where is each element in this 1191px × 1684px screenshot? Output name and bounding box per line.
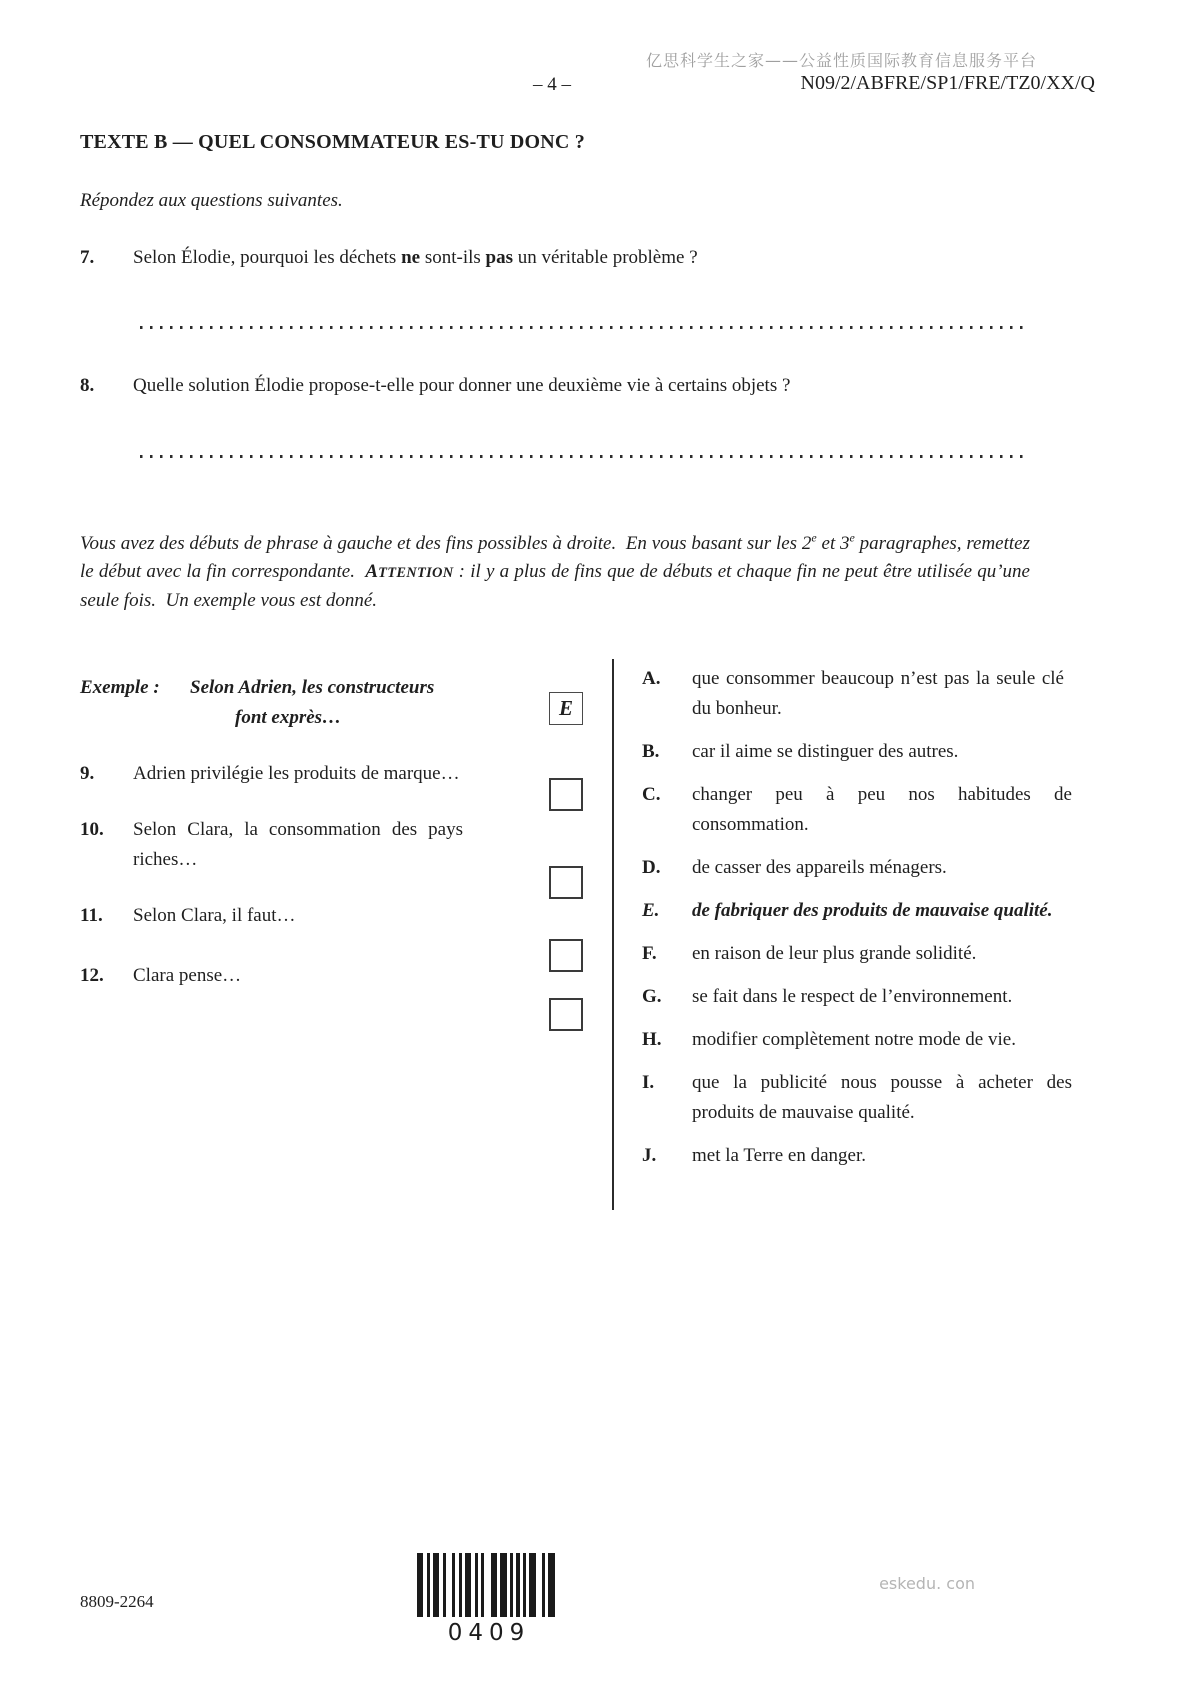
- option-text: se fait dans le respect de l’environnement.: [692, 986, 1013, 1007]
- answer-box-12: [549, 998, 583, 1031]
- question-number: 7.: [80, 247, 95, 268]
- answer-dotted-line: [140, 455, 1030, 458]
- watermark-site-text: eskedu. con: [879, 1574, 975, 1593]
- question-8: [80, 371, 1030, 401]
- columns-divider: [612, 659, 614, 1210]
- header-platform-text: 亿思科学生之家——公益性质国际教育信息服务平台: [645, 51, 1037, 70]
- option-text: modifier complètement notre mode de vie.: [692, 1029, 1016, 1050]
- option-row-e: [642, 896, 1102, 926]
- matching-instructions: Vous avez des débuts de phrase à gauche et des fins possibles à droite. En vous basant sur les 2e et 3e paragraphes, remettez le début avec la fin correspondante. ATTENTION : il y a plus de fins que de débuts et chaque fin ne peut être utilisée qu’une seule fois. Un exemple vous est donné.: [80, 530, 1031, 611]
- stem-row-12: [80, 961, 470, 991]
- option-letter: C.: [642, 784, 661, 805]
- option-letter: H.: [642, 1029, 662, 1050]
- option-row-j: [642, 1141, 1102, 1171]
- option-text: met la Terre en danger.: [692, 1145, 866, 1166]
- stem-text: Selon Clara, la consommation des pays riches…: [133, 819, 463, 870]
- answer-box-11: [549, 939, 583, 972]
- matching-stems-column: [80, 673, 470, 1017]
- option-letter: E.: [642, 900, 660, 921]
- option-row-f: [642, 939, 1102, 969]
- barcode: [417, 1553, 555, 1617]
- example-text: Selon Adrien, les constructeurs font exprès…: [190, 677, 435, 728]
- question-number: 8.: [80, 375, 95, 396]
- question-number: 12.: [80, 965, 104, 986]
- option-row-g: [642, 982, 1102, 1012]
- stem-text: Clara pense…: [133, 965, 242, 986]
- document-number: 8809-2264: [80, 1592, 154, 1611]
- page-number: – 4 –: [533, 74, 571, 95]
- question-7: [80, 243, 1030, 273]
- answer-box-9: [549, 778, 583, 811]
- option-letter: F.: [642, 943, 657, 964]
- option-row-i: [642, 1068, 1102, 1128]
- option-text: en raison de leur plus grande solidité.: [692, 943, 977, 964]
- question-number: 10.: [80, 819, 104, 840]
- option-text: que la publicité nous pousse à acheter des produits de mauvaise qualité.: [692, 1072, 1072, 1123]
- option-text: car il aime se distinguer des autres.: [692, 741, 959, 762]
- matching-options-column: [642, 664, 1102, 1184]
- option-row-c: [642, 780, 1102, 840]
- example-answer-box: [549, 692, 583, 725]
- stem-text: Adrien privilégie les produits de marque…: [133, 763, 460, 784]
- answer-dotted-line: [140, 326, 1030, 329]
- answer-box-10: [549, 866, 583, 899]
- option-text: de casser des appareils ménagers.: [692, 857, 947, 878]
- option-text: que consommer beaucoup n’est pas la seule clé du bonheur.: [692, 668, 1064, 719]
- question-text: Selon Élodie, pourquoi les déchets ne sont-ils pas un véritable problème ?: [133, 247, 698, 268]
- section-subtitle: Répondez aux questions suivantes.: [80, 190, 343, 211]
- option-row-b: [642, 737, 1102, 767]
- option-letter: G.: [642, 986, 662, 1007]
- example-answer-letter: E: [558, 696, 573, 720]
- option-row-a: [642, 664, 1102, 724]
- barcode-block: [417, 1553, 555, 1646]
- option-row-d: [642, 853, 1102, 883]
- example-row: [80, 673, 470, 733]
- paper-code: N09/2/ABFRE/SP1/FRE/TZ0/XX/Q: [800, 72, 1095, 94]
- option-row-h: [642, 1025, 1102, 1055]
- option-letter: A.: [642, 668, 661, 689]
- question-number: 11.: [80, 905, 103, 926]
- stem-row-9: [80, 759, 470, 789]
- option-letter: D.: [642, 857, 661, 878]
- question-number: 9.: [80, 763, 95, 784]
- attention-word: ATTENTION: [365, 561, 454, 582]
- stem-text: Selon Clara, il faut…: [133, 905, 296, 926]
- example-label: Exemple :: [80, 677, 160, 698]
- section-title: TEXTE B — QUEL CONSOMMATEUR ES-TU DONC ?: [80, 131, 585, 153]
- option-letter: J.: [642, 1145, 657, 1166]
- option-text: changer peu à peu nos habitudes de consommation.: [692, 784, 1072, 835]
- stem-row-10: [80, 815, 470, 875]
- barcode-number: 0409: [447, 1620, 531, 1646]
- stem-row-11: [80, 901, 470, 931]
- option-text: de fabriquer des produits de mauvaise qualité.: [692, 900, 1053, 921]
- option-letter: I.: [642, 1072, 655, 1093]
- option-letter: B.: [642, 741, 660, 762]
- question-text: Quelle solution Élodie propose-t-elle pour donner une deuxième vie à certains objets ?: [133, 375, 791, 396]
